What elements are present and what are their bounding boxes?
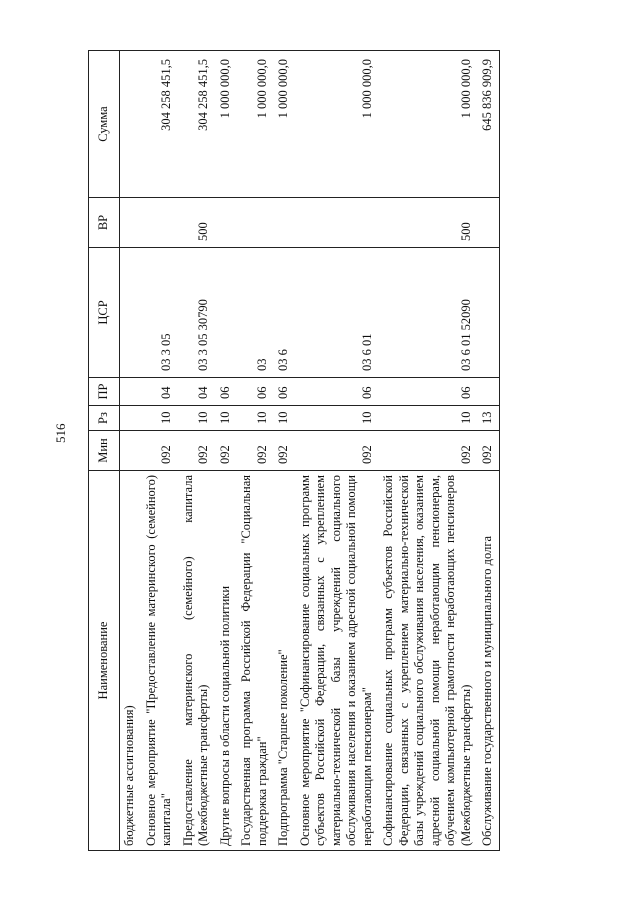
row-sum: 304 258 451,5 xyxy=(141,51,178,198)
row-sum: 1 000 000,0 xyxy=(273,51,295,198)
row-rz: 13 xyxy=(477,406,499,431)
header-pr: ПР xyxy=(89,378,120,406)
table-row xyxy=(120,51,141,851)
row-rz: 10 xyxy=(141,406,178,431)
row-pr: 04 xyxy=(141,378,178,406)
page-number: 516 xyxy=(53,423,68,443)
row-min: 092 xyxy=(295,431,379,471)
row-min xyxy=(120,431,141,471)
header-rz: Рз xyxy=(89,406,120,431)
row-name: Государственная программа Российской Федерации "Социальная поддержка граждан" xyxy=(236,471,273,851)
row-csr: 03 3 05 xyxy=(141,248,178,378)
table-row xyxy=(295,51,379,851)
row-csr xyxy=(477,248,499,378)
row-pr: 06 xyxy=(295,378,379,406)
row-min: 092 xyxy=(477,431,499,471)
row-vr xyxy=(120,198,141,248)
table-row xyxy=(236,51,273,851)
row-name: Основное мероприятие "Софинансирование социальных программ субъектов Российской Федерации, связанных с укреплением материально-технической базы учреждений социального обслуживания населения и оказанием адресной социальной помощи неработающим пенсионерам" xyxy=(295,471,379,851)
header-name: Наименование xyxy=(89,471,120,851)
row-vr: 500 xyxy=(178,198,215,248)
row-sum: 1 000 000,0 xyxy=(378,51,477,198)
row-name: Обслуживание государственного и муниципального долга xyxy=(477,471,499,851)
row-pr: 06 xyxy=(215,378,237,406)
row-rz: 10 xyxy=(178,406,215,431)
table-row xyxy=(477,51,499,851)
row-sum: 304 258 451,5 xyxy=(178,51,215,198)
row-name: Другие вопросы в области социальной политики xyxy=(215,471,237,851)
row-vr xyxy=(236,198,273,248)
row-min: 092 xyxy=(273,431,295,471)
budget-table xyxy=(88,50,500,851)
row-sum: 1 000 000,0 xyxy=(215,51,237,198)
row-min: 092 xyxy=(141,431,178,471)
row-vr xyxy=(273,198,295,248)
row-csr xyxy=(215,248,237,378)
header-sum: Сумма xyxy=(89,51,120,198)
table-row xyxy=(141,51,178,851)
row-name: Основное мероприятие "Предоставление материнского (семейного) капитала" xyxy=(141,471,178,851)
header-vr: ВР xyxy=(89,198,120,248)
table-row xyxy=(215,51,237,851)
row-rz: 10 xyxy=(236,406,273,431)
row-csr: 03 6 xyxy=(273,248,295,378)
row-csr: 03 6 01 52090 xyxy=(378,248,477,378)
table-row xyxy=(273,51,295,851)
row-rz: 10 xyxy=(273,406,295,431)
row-pr: 06 xyxy=(378,378,477,406)
row-sum: 1 000 000,0 xyxy=(295,51,379,198)
row-vr: 500 xyxy=(378,198,477,248)
row-name: Софинансирование социальных программ субъектов Российской Федерации, связанных с укреплением материально-технической базы учреждений социального обслуживания населения, оказанием адресной социальной помощи неработающим пенсионерам, обучением компьютерной грамотности неработающих пенсионеров (Межбюджетные трансферты) xyxy=(378,471,477,851)
row-rz: 10 xyxy=(215,406,237,431)
row-vr xyxy=(295,198,379,248)
row-min: 092 xyxy=(236,431,273,471)
header-min: Мин xyxy=(89,431,120,471)
row-pr xyxy=(477,378,499,406)
row-rz: 10 xyxy=(295,406,379,431)
row-sum: 1 000 000,0 xyxy=(236,51,273,198)
row-min: 092 xyxy=(378,431,477,471)
row-sum: 645 836 909,9 xyxy=(477,51,499,198)
row-pr: 04 xyxy=(178,378,215,406)
row-rz xyxy=(120,406,141,431)
row-vr xyxy=(141,198,178,248)
row-vr xyxy=(477,198,499,248)
row-rz: 10 xyxy=(378,406,477,431)
table-row xyxy=(178,51,215,851)
row-csr: 03 3 05 30790 xyxy=(178,248,215,378)
row-min: 092 xyxy=(215,431,237,471)
row-sum xyxy=(120,51,141,198)
row-name: Подпрограмма "Старшее поколение" xyxy=(273,471,295,851)
row-pr: 06 xyxy=(273,378,295,406)
row-csr xyxy=(120,248,141,378)
table-header-row xyxy=(89,51,120,851)
row-pr xyxy=(120,378,141,406)
table-row xyxy=(378,51,477,851)
row-vr xyxy=(215,198,237,248)
header-csr: ЦСР xyxy=(89,248,120,378)
row-csr: 03 6 01 xyxy=(295,248,379,378)
row-min: 092 xyxy=(178,431,215,471)
budget-table-rotated xyxy=(88,51,558,851)
row-csr: 03 xyxy=(236,248,273,378)
row-name: Предоставление материнского (семейного) капитала (Межбюджетные трансферты) xyxy=(178,471,215,851)
row-name: бюджетные ассигнования) xyxy=(120,471,141,851)
row-pr: 06 xyxy=(236,378,273,406)
